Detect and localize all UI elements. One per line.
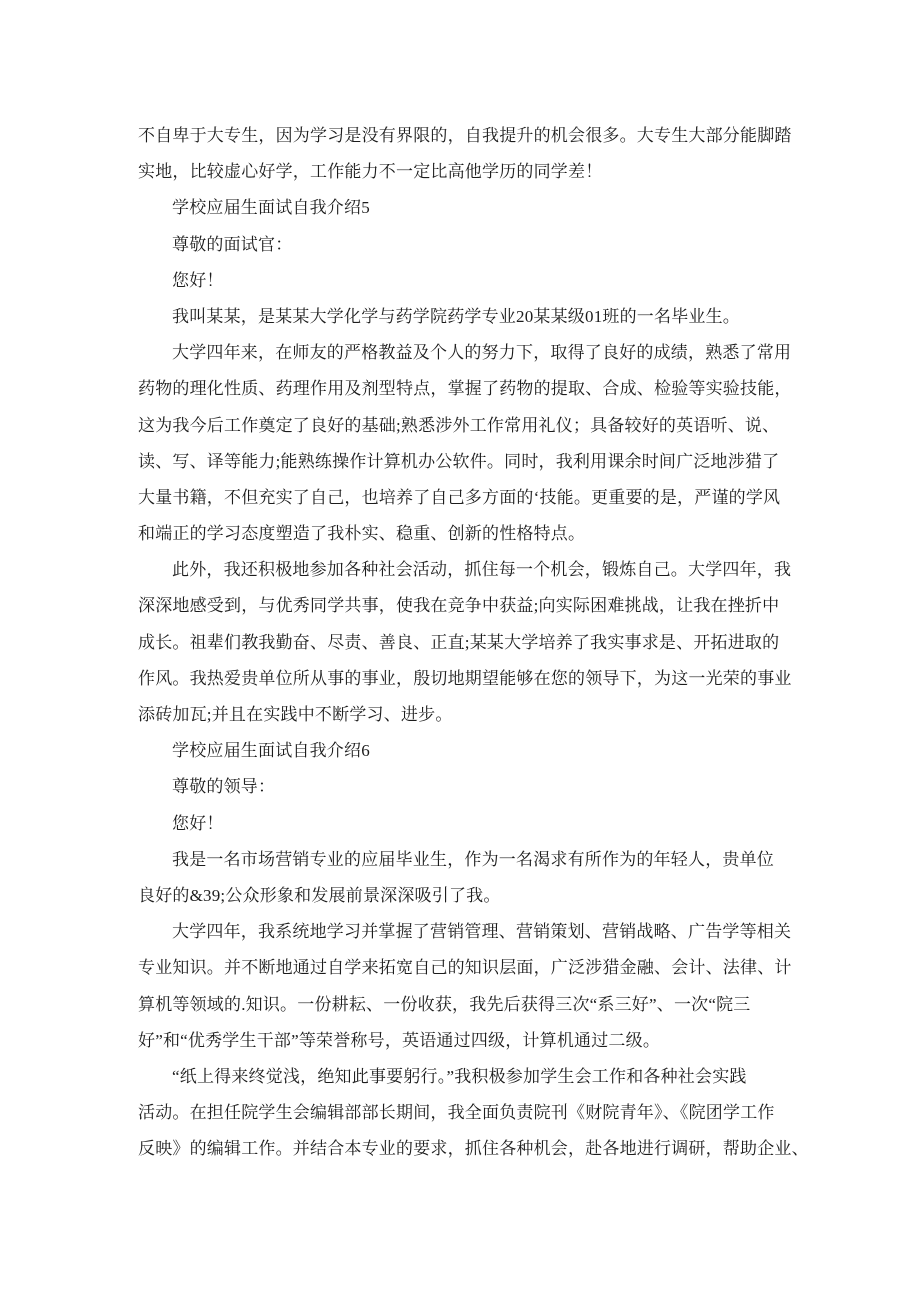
text-line: 添砖加瓦;并且在实践中不断学习、进步。 bbox=[138, 705, 453, 724]
text-line: 好”和“优秀学生干部”等荣誉称号，英语通过四级，计算机通过二级。 bbox=[138, 1030, 661, 1050]
text-line: 算机等领域的.知识。一份耕耘、一份收获，我先后获得三次“系三好”、一次“院三 bbox=[138, 994, 751, 1014]
text-line: 您好！ bbox=[172, 813, 224, 833]
section-heading: 学校应届生面试自我介绍6 bbox=[172, 741, 370, 761]
text-line: 读、写、译等能力;能熟练操作计算机办公软件。同时，我利用课余时间广泛地涉猎了 bbox=[138, 451, 780, 471]
text-line: 和端正的学习态度塑造了我朴实、稳重、创新的性格特点。 bbox=[138, 524, 586, 544]
text-line: 尊敬的领导： bbox=[172, 777, 276, 797]
text-line: 此外，我还积极地参加各种社会活动，抓住每一个机会，锻炼自己。大学四年，我 bbox=[172, 560, 792, 580]
text-line: 我是一名市场营销专业的应届毕业生，作为一名渴求有所作为的年轻人，贵单位 bbox=[172, 849, 774, 869]
text-line: 深深地感受到，与优秀同学共事，使我在竞争中获益;向实际困难挑战，让我在挫折中 bbox=[138, 596, 780, 616]
text-line: “纸上得来终觉浅，绝知此事要躬行。”我积极参加学生会工作和各种社会实践 bbox=[172, 1066, 747, 1086]
text-line: 不自卑于大专生，因为学习是没有界限的，自我提升的机会很多。大专生大部分能脚踏 bbox=[138, 126, 792, 145]
text-line: 专业知识。并不断地通过自学来拓宽自己的知识层面，广泛涉猎金融、会计、法律、计 bbox=[138, 958, 792, 978]
text-line: 大学四年，我系统地学习并掌握了营销管理、营销策划、营销战略、广告学等相关 bbox=[172, 922, 792, 942]
text-line: 尊敬的面试官： bbox=[172, 234, 293, 254]
text-line: 反映》的编辑工作。并结合本专业的要求，抓住各种机会，赴各地进行调研，帮助企业、 bbox=[138, 1139, 809, 1159]
text-line: 大学四年来，在师友的严格教益及个人的努力下，取得了良好的成绩，熟悉了常用 bbox=[172, 343, 792, 363]
text-line: 活动。在担任院学生会编辑部部长期间，我全面负责院刊《财院青年》、《院团学工作 bbox=[138, 1103, 775, 1123]
text-line: 我叫某某，是某某大学化学与药学院药学专业20某某级01班的一名毕业生。 bbox=[172, 306, 740, 326]
text-line: 作风。我热爱贵单位所从事的事业，殷切地期望能够在您的领导下，为这一光荣的事业 bbox=[138, 668, 792, 688]
text-line: 药物的理化性质、药理作用及剂型特点，掌握了药物的提取、合成、检验等实验技能， bbox=[138, 379, 792, 399]
document-body bbox=[138, 118, 809, 1167]
text-line: 实地，比较虚心好学，工作能力不一定比高他学历的同学差！ bbox=[138, 162, 603, 182]
text-line: 成长。祖辈们教我勤奋、尽责、善良、正直;某某大学培养了我实事求是、开拓进取的 bbox=[138, 632, 780, 652]
text-line: 这为我今后工作奠定了良好的基础;熟悉涉外工作常用礼仪；具备较好的英语听、说、 bbox=[138, 415, 780, 435]
section-heading: 学校应届生面试自我介绍5 bbox=[172, 198, 370, 218]
text-line: 您好！ bbox=[172, 270, 224, 290]
text-line: 大量书籍，不但充实了自己，也培养了自己多方面的‘技能。更重要的是，严谨的学风 bbox=[138, 487, 781, 507]
text-line: 良好的&39;公众形象和发展前景深深吸引了我。 bbox=[138, 885, 501, 905]
